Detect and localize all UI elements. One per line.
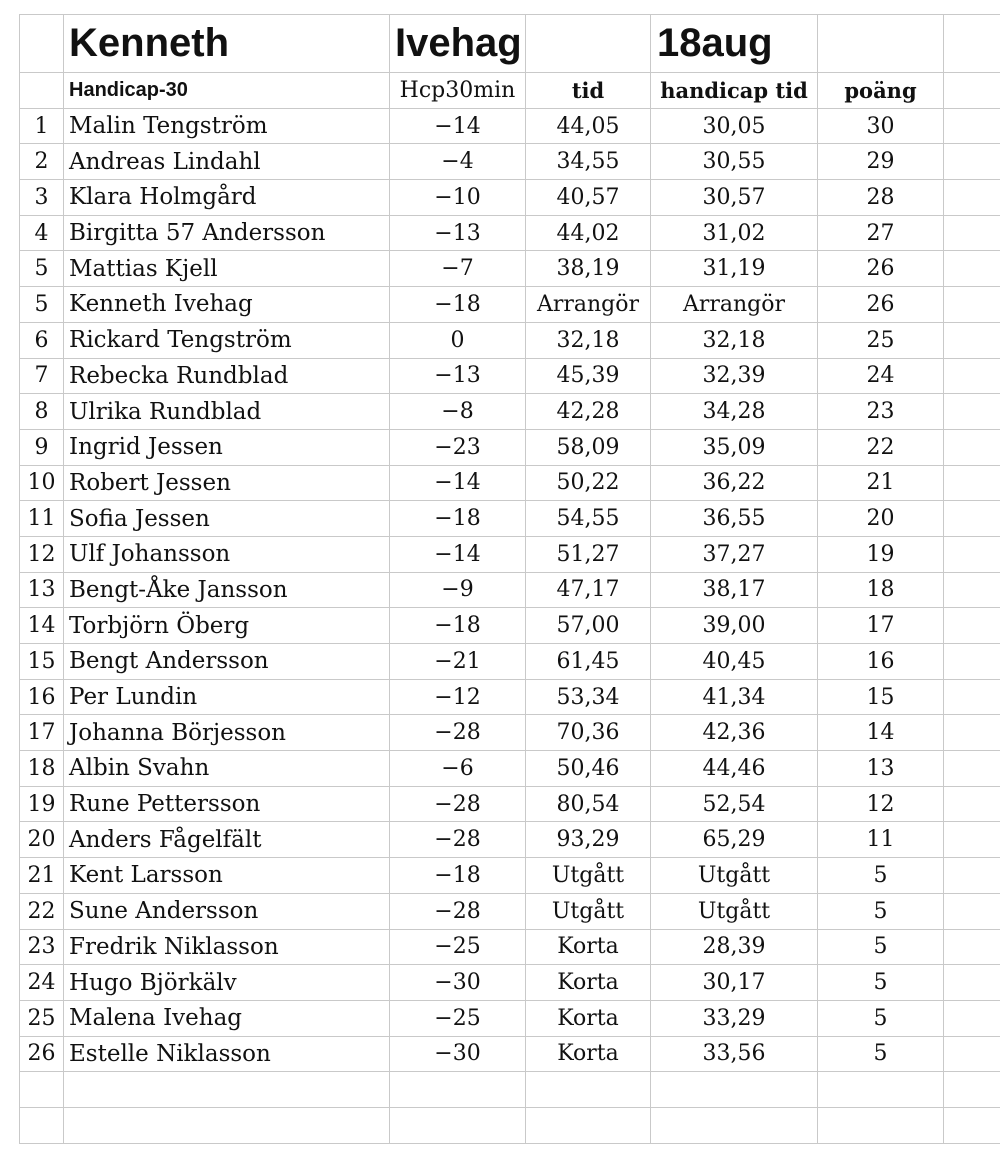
- table-row: [20, 287, 1000, 323]
- points-cell[interactable]: 5: [818, 929, 944, 965]
- hcp-time-cell[interactable]: 33,56: [651, 1036, 818, 1072]
- hcp-time-cell[interactable]: 28,39: [651, 929, 818, 965]
- title-last-name[interactable]: Ivehag: [390, 15, 526, 73]
- name-cell[interactable]: Rune Pettersson: [64, 786, 390, 822]
- empty-cell[interactable]: [944, 965, 1000, 1001]
- table-row: [20, 1000, 1000, 1036]
- hcp-cell[interactable]: −30: [390, 965, 526, 1001]
- table-row: [20, 144, 1000, 180]
- hcp-time-cell[interactable]: 32,39: [651, 358, 818, 394]
- table-row: [20, 751, 1000, 787]
- hcp-time-cell[interactable]: 30,17: [651, 965, 818, 1001]
- empty-cell[interactable]: [944, 858, 1000, 894]
- rank-cell[interactable]: 5: [20, 287, 64, 323]
- points-cell[interactable]: 5: [818, 965, 944, 1001]
- empty-cell[interactable]: [944, 786, 1000, 822]
- empty-cell[interactable]: [818, 1072, 944, 1108]
- table-row: [20, 465, 1000, 501]
- hcp-time-cell[interactable]: 31,19: [651, 251, 818, 287]
- hcp-cell[interactable]: −13: [390, 215, 526, 251]
- hcp-time-cell[interactable]: 37,27: [651, 536, 818, 572]
- table-row: [20, 572, 1000, 608]
- name-cell[interactable]: Ulf Johansson: [64, 536, 390, 572]
- rank-cell[interactable]: 21: [20, 858, 64, 894]
- header-points[interactable]: poäng: [818, 73, 944, 109]
- rank-cell[interactable]: 22: [20, 893, 64, 929]
- time-cell[interactable]: Utgått: [526, 858, 651, 894]
- hcp-cell[interactable]: −23: [390, 429, 526, 465]
- table-row: [20, 215, 1000, 251]
- empty-cell[interactable]: [944, 322, 1000, 358]
- points-cell[interactable]: 5: [818, 1000, 944, 1036]
- rank-cell[interactable]: 26: [20, 1036, 64, 1072]
- empty-cell[interactable]: [944, 108, 1000, 144]
- name-cell[interactable]: Klara Holmgård: [64, 180, 390, 216]
- rank-cell[interactable]: 16: [20, 679, 64, 715]
- empty-cell[interactable]: [944, 429, 1000, 465]
- points-cell[interactable]: 5: [818, 1036, 944, 1072]
- table-row: [20, 679, 1000, 715]
- time-cell[interactable]: 54,55: [526, 501, 651, 537]
- points-cell[interactable]: 14: [818, 715, 944, 751]
- hcp-cell[interactable]: 0: [390, 322, 526, 358]
- name-cell[interactable]: Torbjörn Öberg: [64, 608, 390, 644]
- time-cell[interactable]: Korta: [526, 1036, 651, 1072]
- rank-cell[interactable]: 20: [20, 822, 64, 858]
- hcp-time-cell[interactable]: 39,00: [651, 608, 818, 644]
- hcp-cell[interactable]: −18: [390, 608, 526, 644]
- empty-cell[interactable]: [651, 1107, 818, 1143]
- points-cell[interactable]: 17: [818, 608, 944, 644]
- points-cell[interactable]: 15: [818, 679, 944, 715]
- table-row: [20, 501, 1000, 537]
- empty-cell[interactable]: [818, 1107, 944, 1143]
- empty-cell[interactable]: [64, 1072, 390, 1108]
- hcp-time-cell[interactable]: Utgått: [651, 858, 818, 894]
- table-row: [20, 644, 1000, 680]
- hcp-cell[interactable]: −28: [390, 893, 526, 929]
- empty-cell[interactable]: [944, 251, 1000, 287]
- empty-cell[interactable]: [944, 644, 1000, 680]
- points-cell[interactable]: 5: [818, 893, 944, 929]
- hcp-time-cell[interactable]: 35,09: [651, 429, 818, 465]
- results-spreadsheet: [19, 14, 1000, 1144]
- header-group[interactable]: Handicap-30: [64, 73, 390, 109]
- name-cell[interactable]: Mattias Kjell: [64, 251, 390, 287]
- title-empty-cell[interactable]: [944, 15, 1000, 73]
- name-cell[interactable]: Robert Jessen: [64, 465, 390, 501]
- points-cell[interactable]: 19: [818, 536, 944, 572]
- rank-cell[interactable]: 5: [20, 251, 64, 287]
- hcp-time-cell[interactable]: 31,02: [651, 215, 818, 251]
- rank-cell[interactable]: 9: [20, 429, 64, 465]
- time-cell[interactable]: 32,18: [526, 322, 651, 358]
- hcp-cell[interactable]: −12: [390, 679, 526, 715]
- points-cell[interactable]: 18: [818, 572, 944, 608]
- rank-cell[interactable]: 24: [20, 965, 64, 1001]
- hcp-cell[interactable]: −14: [390, 536, 526, 572]
- table-row: [20, 536, 1000, 572]
- hcp-cell[interactable]: −4: [390, 144, 526, 180]
- hcp-time-cell[interactable]: 32,18: [651, 322, 818, 358]
- rank-cell[interactable]: 25: [20, 1000, 64, 1036]
- empty-cell[interactable]: [944, 465, 1000, 501]
- hcp-time-cell[interactable]: 36,22: [651, 465, 818, 501]
- empty-cell[interactable]: [944, 572, 1000, 608]
- hcp-cell[interactable]: −8: [390, 394, 526, 430]
- points-cell[interactable]: 20: [818, 501, 944, 537]
- empty-cell[interactable]: [944, 1000, 1000, 1036]
- time-cell[interactable]: 93,29: [526, 822, 651, 858]
- header-row: [20, 73, 1000, 109]
- points-cell[interactable]: 30: [818, 108, 944, 144]
- name-cell[interactable]: Johanna Börjesson: [64, 715, 390, 751]
- header-time[interactable]: tid: [526, 73, 651, 109]
- empty-cell[interactable]: [944, 1107, 1000, 1143]
- hcp-time-cell[interactable]: 40,45: [651, 644, 818, 680]
- empty-cell[interactable]: [390, 1107, 526, 1143]
- empty-cell[interactable]: [526, 1107, 651, 1143]
- empty-cell[interactable]: [944, 394, 1000, 430]
- table-row: [20, 180, 1000, 216]
- table-row: [20, 108, 1000, 144]
- hcp-time-cell[interactable]: Arrangör: [651, 287, 818, 323]
- rank-cell[interactable]: 3: [20, 180, 64, 216]
- rank-cell[interactable]: 23: [20, 929, 64, 965]
- empty-cell[interactable]: [944, 287, 1000, 323]
- header-rank-cell[interactable]: [20, 73, 64, 109]
- rank-cell[interactable]: 19: [20, 786, 64, 822]
- points-cell[interactable]: 16: [818, 644, 944, 680]
- points-cell[interactable]: 13: [818, 751, 944, 787]
- table-row: [20, 251, 1000, 287]
- hcp-cell[interactable]: −6: [390, 751, 526, 787]
- points-cell[interactable]: 5: [818, 858, 944, 894]
- time-cell[interactable]: 34,55: [526, 144, 651, 180]
- time-cell[interactable]: Korta: [526, 929, 651, 965]
- time-cell[interactable]: 61,45: [526, 644, 651, 680]
- rank-cell[interactable]: 7: [20, 358, 64, 394]
- empty-cell[interactable]: [944, 1072, 1000, 1108]
- name-cell[interactable]: Albin Svahn: [64, 751, 390, 787]
- name-cell[interactable]: Ingrid Jessen: [64, 429, 390, 465]
- title-row: [20, 15, 1000, 73]
- hcp-time-cell[interactable]: 44,46: [651, 751, 818, 787]
- table-row: [20, 858, 1000, 894]
- empty-cell[interactable]: [944, 822, 1000, 858]
- hcp-time-cell[interactable]: 41,34: [651, 679, 818, 715]
- table-row: [20, 358, 1000, 394]
- hcp-cell[interactable]: −18: [390, 287, 526, 323]
- table-row: [20, 715, 1000, 751]
- hcp-time-cell[interactable]: 30,57: [651, 180, 818, 216]
- hcp-cell[interactable]: −7: [390, 251, 526, 287]
- table-row: [20, 822, 1000, 858]
- corner-cell[interactable]: [20, 15, 64, 73]
- time-cell[interactable]: 51,27: [526, 536, 651, 572]
- time-cell[interactable]: Utgått: [526, 893, 651, 929]
- title-empty-cell[interactable]: [526, 15, 651, 73]
- time-cell[interactable]: 44,02: [526, 215, 651, 251]
- empty-cell[interactable]: [944, 358, 1000, 394]
- hcp-time-cell[interactable]: 30,55: [651, 144, 818, 180]
- hcp-cell[interactable]: −13: [390, 358, 526, 394]
- header-hcp-time[interactable]: handicap tid: [651, 73, 818, 109]
- title-first-name[interactable]: Kenneth: [64, 15, 390, 73]
- hcp-time-cell[interactable]: 33,29: [651, 1000, 818, 1036]
- title-empty-cell[interactable]: [818, 15, 944, 73]
- points-cell[interactable]: 23: [818, 394, 944, 430]
- name-cell[interactable]: Sune Andersson: [64, 893, 390, 929]
- rank-cell[interactable]: 17: [20, 715, 64, 751]
- time-cell[interactable]: 80,54: [526, 786, 651, 822]
- name-cell[interactable]: Kenneth Ivehag: [64, 287, 390, 323]
- hcp-time-cell[interactable]: 36,55: [651, 501, 818, 537]
- points-cell[interactable]: 28: [818, 180, 944, 216]
- name-cell[interactable]: Bengt Andersson: [64, 644, 390, 680]
- time-cell[interactable]: 57,00: [526, 608, 651, 644]
- table-row: [20, 608, 1000, 644]
- name-cell[interactable]: Malena Ivehag: [64, 1000, 390, 1036]
- empty-cell[interactable]: [944, 679, 1000, 715]
- time-cell[interactable]: 47,17: [526, 572, 651, 608]
- table-row: [20, 1036, 1000, 1072]
- rank-cell[interactable]: 11: [20, 501, 64, 537]
- hcp-cell[interactable]: −25: [390, 929, 526, 965]
- points-cell[interactable]: 26: [818, 251, 944, 287]
- rank-cell[interactable]: 12: [20, 536, 64, 572]
- table-row: [20, 965, 1000, 1001]
- name-cell[interactable]: Anders Fågelfält: [64, 822, 390, 858]
- name-cell[interactable]: Ulrika Rundblad: [64, 394, 390, 430]
- time-cell[interactable]: 40,57: [526, 180, 651, 216]
- table-row: [20, 893, 1000, 929]
- hcp-time-cell[interactable]: Utgått: [651, 893, 818, 929]
- rank-cell[interactable]: 14: [20, 608, 64, 644]
- empty-cell[interactable]: [944, 536, 1000, 572]
- hcp-time-cell[interactable]: 30,05: [651, 108, 818, 144]
- hcp-cell[interactable]: −28: [390, 715, 526, 751]
- rank-cell[interactable]: 1: [20, 108, 64, 144]
- points-cell[interactable]: 29: [818, 144, 944, 180]
- hcp-cell[interactable]: −25: [390, 1000, 526, 1036]
- empty-cell[interactable]: [944, 144, 1000, 180]
- time-cell[interactable]: 53,34: [526, 679, 651, 715]
- empty-row: [20, 1072, 1000, 1108]
- time-cell[interactable]: Korta: [526, 965, 651, 1001]
- rank-cell[interactable]: 6: [20, 322, 64, 358]
- empty-cell[interactable]: [944, 751, 1000, 787]
- points-cell[interactable]: 12: [818, 786, 944, 822]
- empty-cell[interactable]: [20, 1072, 64, 1108]
- name-cell[interactable]: Per Lundin: [64, 679, 390, 715]
- empty-cell[interactable]: [20, 1107, 64, 1143]
- hcp-cell[interactable]: −9: [390, 572, 526, 608]
- rank-cell[interactable]: 8: [20, 394, 64, 430]
- name-cell[interactable]: Rickard Tengström: [64, 322, 390, 358]
- table-row: [20, 394, 1000, 430]
- hcp-cell[interactable]: −28: [390, 822, 526, 858]
- time-cell[interactable]: 44,05: [526, 108, 651, 144]
- time-cell[interactable]: 70,36: [526, 715, 651, 751]
- empty-cell[interactable]: [390, 1072, 526, 1108]
- hcp-cell[interactable]: −18: [390, 858, 526, 894]
- title-date[interactable]: 18aug: [651, 15, 818, 73]
- time-cell[interactable]: 38,19: [526, 251, 651, 287]
- points-cell[interactable]: 11: [818, 822, 944, 858]
- empty-cell[interactable]: [944, 180, 1000, 216]
- name-cell[interactable]: Fredrik Niklasson: [64, 929, 390, 965]
- name-cell[interactable]: Malin Tengström: [64, 108, 390, 144]
- name-cell[interactable]: Rebecka Rundblad: [64, 358, 390, 394]
- time-cell[interactable]: 50,22: [526, 465, 651, 501]
- points-cell[interactable]: 24: [818, 358, 944, 394]
- time-cell[interactable]: 42,28: [526, 394, 651, 430]
- points-cell[interactable]: 26: [818, 287, 944, 323]
- rank-cell[interactable]: 18: [20, 751, 64, 787]
- empty-cell[interactable]: [944, 893, 1000, 929]
- hcp-time-cell[interactable]: 52,54: [651, 786, 818, 822]
- hcp-time-cell[interactable]: 42,36: [651, 715, 818, 751]
- name-cell[interactable]: Andreas Lindahl: [64, 144, 390, 180]
- name-cell[interactable]: Kent Larsson: [64, 858, 390, 894]
- table-row: [20, 929, 1000, 965]
- empty-cell[interactable]: [651, 1072, 818, 1108]
- rank-cell[interactable]: 4: [20, 215, 64, 251]
- time-cell[interactable]: 45,39: [526, 358, 651, 394]
- table-row: [20, 429, 1000, 465]
- hcp-time-cell[interactable]: 65,29: [651, 822, 818, 858]
- points-cell[interactable]: 21: [818, 465, 944, 501]
- hcp-cell[interactable]: −28: [390, 786, 526, 822]
- name-cell[interactable]: Birgitta 57 Andersson: [64, 215, 390, 251]
- empty-row: [20, 1107, 1000, 1143]
- hcp-cell[interactable]: −18: [390, 501, 526, 537]
- rank-cell[interactable]: 10: [20, 465, 64, 501]
- rank-cell[interactable]: 2: [20, 144, 64, 180]
- hcp-cell[interactable]: −14: [390, 465, 526, 501]
- hcp-cell[interactable]: −10: [390, 180, 526, 216]
- name-cell[interactable]: Bengt-Åke Jansson: [64, 572, 390, 608]
- hcp-cell[interactable]: −30: [390, 1036, 526, 1072]
- empty-cell[interactable]: [944, 929, 1000, 965]
- time-cell[interactable]: 50,46: [526, 751, 651, 787]
- header-hcp[interactable]: Hcp30min: [390, 73, 526, 109]
- empty-cell[interactable]: [944, 715, 1000, 751]
- points-cell[interactable]: 25: [818, 322, 944, 358]
- points-cell[interactable]: 22: [818, 429, 944, 465]
- rank-cell[interactable]: 15: [20, 644, 64, 680]
- table-row: [20, 786, 1000, 822]
- empty-cell[interactable]: [64, 1107, 390, 1143]
- empty-cell[interactable]: [944, 608, 1000, 644]
- hcp-time-cell[interactable]: 38,17: [651, 572, 818, 608]
- time-cell[interactable]: Korta: [526, 1000, 651, 1036]
- hcp-time-cell[interactable]: 34,28: [651, 394, 818, 430]
- time-cell[interactable]: Arrangör: [526, 287, 651, 323]
- empty-cell[interactable]: [526, 1072, 651, 1108]
- hcp-cell[interactable]: −14: [390, 108, 526, 144]
- name-cell[interactable]: Sofia Jessen: [64, 501, 390, 537]
- rank-cell[interactable]: 13: [20, 572, 64, 608]
- points-cell[interactable]: 27: [818, 215, 944, 251]
- empty-cell[interactable]: [944, 1036, 1000, 1072]
- name-cell[interactable]: Hugo Björkälv: [64, 965, 390, 1001]
- time-cell[interactable]: 58,09: [526, 429, 651, 465]
- header-empty-cell[interactable]: [944, 73, 1000, 109]
- empty-cell[interactable]: [944, 501, 1000, 537]
- table-row: [20, 322, 1000, 358]
- hcp-cell[interactable]: −21: [390, 644, 526, 680]
- empty-cell[interactable]: [944, 215, 1000, 251]
- name-cell[interactable]: Estelle Niklasson: [64, 1036, 390, 1072]
